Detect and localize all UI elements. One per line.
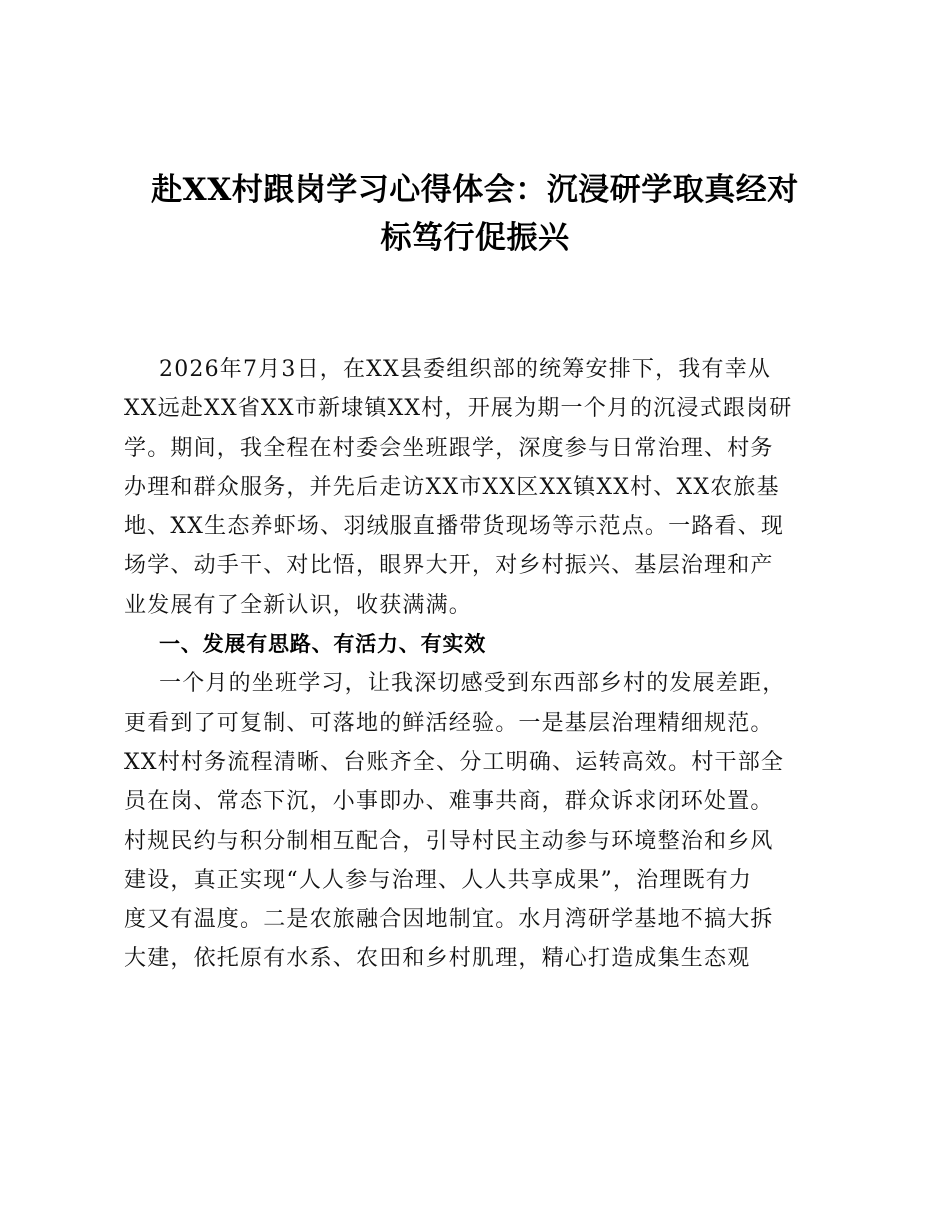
paragraph-line: 2026年7月3日，在XX县委组织部的统筹安排下，我有幸从 (159, 357, 772, 382)
paragraph-line: 业发展有了全新认识，收获满满。 (124, 592, 473, 618)
section-heading: 一、发展有思路、有活力、有实效 (159, 632, 486, 657)
paragraph-section1 (124, 664, 830, 978)
paragraph-line: 场学、动手干、对比悟，眼界大开，对乡村振兴、基层治理和产 (124, 553, 774, 579)
paragraph-line: XX村村务流程清晰、台账齐全、分工明确、运转高效。村干部全 (124, 749, 785, 775)
document-body (124, 350, 830, 979)
paragraph-line: XX远赴XX省XX市新埭镇XX村，开展为期一个月的沉浸式跟岗研 (124, 396, 793, 422)
title-line-2: 标笃行促振兴 (380, 220, 570, 256)
paragraph-line: 办理和群众服务，并先后走访XX市XX区XX镇XX村、XX农旅基 (124, 474, 780, 500)
paragraph-line: 度又有温度。二是农旅融合因地制宜。水月湾研学基地不搞大拆 (124, 907, 774, 933)
paragraph-line: 更看到了可复制、可落地的鲜活经验。一是基层治理精细规范。 (124, 710, 774, 736)
paragraph-line: 一个月的坐班学习，让我深切感受到东西部乡村的发展差距， (159, 671, 786, 697)
paragraph-intro (124, 350, 830, 625)
title-line-1: 赴XX村跟岗学习心得体会：沉浸研学取真经对 (151, 172, 799, 208)
paragraph-line: 建设，真正实现“人人参与治理、人人共享成果”，治理既有力 (124, 867, 753, 893)
paragraph-line: 学。期间，我全程在村委会坐班跟学，深度参与日常治理、村务 (124, 435, 774, 461)
paragraph-line: 员在岗、常态下沉，小事即办、难事共商，群众诉求闭环处置。 (124, 789, 774, 815)
document-title (100, 166, 850, 262)
paragraph-line: 地、XX生态养虾场、羽绒服直播带货现场等示范点。一路看、现 (124, 514, 785, 540)
paragraph-line: 村规民约与积分制相互配合，引导村民主动参与环境整治和乡风 (124, 828, 774, 854)
paragraph-line: 大建，依托原有水系、农田和乡村肌理，精心打造成集生态观 (124, 946, 751, 972)
